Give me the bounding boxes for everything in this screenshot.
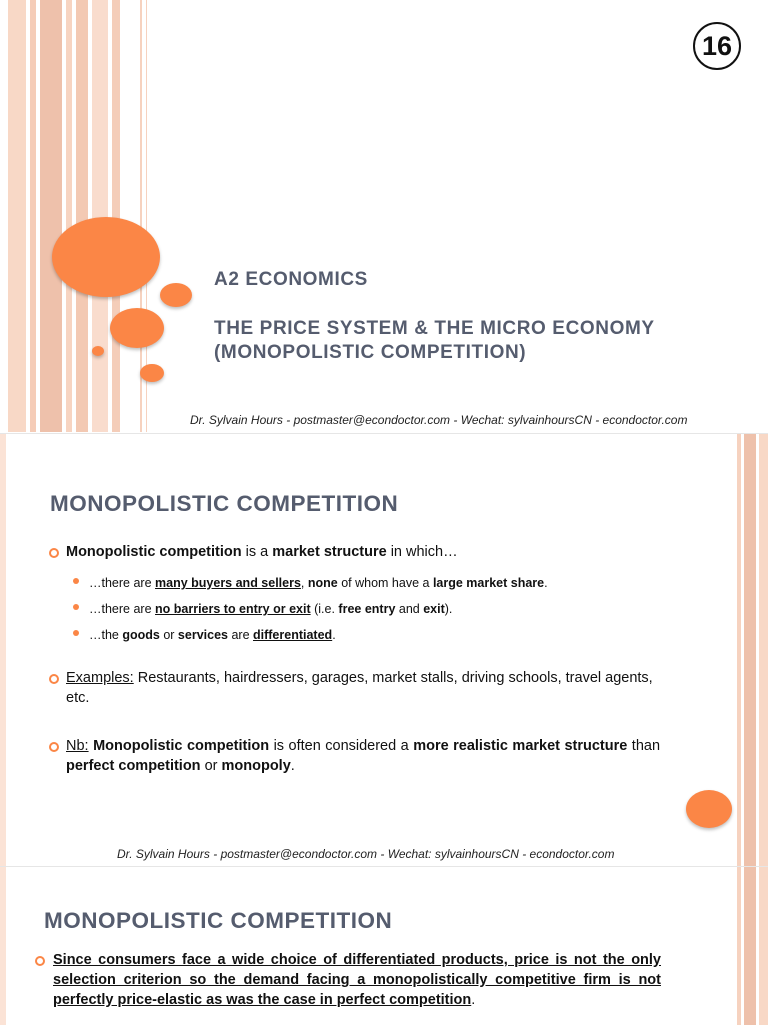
decor-circle [160,283,192,307]
decor-stripe [76,0,88,432]
slide-title-line1: THE PRICE SYSTEM & THE MICRO ECONOMY [214,318,655,339]
bullet-ring-icon [35,956,45,966]
examples-text: Examples: Restaurants, hairdressers, garages, market stalls, driving schools, travel agents, etc. [66,670,653,706]
decor-stripe [744,867,756,1025]
nb-text: Nb: Monopolistic competition is often considered a more realistic market structure than perfect competition or monopoly. [66,738,661,774]
decor-circle [52,217,160,297]
decor-stripe [0,434,6,866]
title-slide [0,0,768,432]
sub-bullet-differentiated: …the goods or services are differentiated. [89,628,336,642]
title-block [214,268,655,365]
sub-bullet-buyers-sellers: …there are many buyers and sellers, none of whom have a large market share. [89,576,548,590]
slide-title-line2: (MONOPOLISTIC COMPETITION) [214,342,527,363]
bullet-dot-icon [73,630,79,636]
decor-stripe [112,0,120,432]
decor-circle [686,790,732,828]
bullet-ring-icon [49,742,59,752]
content-slide-partial [0,866,768,1025]
slide-heading: MONOPOLISTIC COMPETITION [50,491,399,516]
demand-paragraph: Since consumers face a wide choice of differentiated products, price is not the only selection criterion so the demand facing a monopolistically competitive firm is not perfectly price-elastic as was the case in perfect competition. [53,952,661,1008]
decor-stripe [8,0,26,432]
definition-text: Monopolistic competition is a market structure in which… [66,544,458,560]
bullet-dot-icon [73,578,79,584]
decor-stripe [66,0,72,432]
footer-credit: Dr. Sylvain Hours - postmaster@econdoctor.com - Wechat: sylvainhoursCN - econdoctor.com [190,413,688,427]
decor-stripe [92,0,108,432]
decor-circle [110,308,164,348]
decor-stripe [759,434,768,866]
decor-stripe [744,434,756,866]
footer-credit: Dr. Sylvain Hours - postmaster@econdoctor.com - Wechat: sylvainhoursCN - econdoctor.com [117,847,615,861]
decor-stripe [0,867,6,1025]
slide-number-badge: 16 [693,22,741,70]
bullet-ring-icon [49,548,59,558]
decor-stripe [737,434,741,866]
decor-stripe [759,867,768,1025]
content-slide [0,433,768,866]
decor-circle [92,346,104,356]
sub-bullet-barriers: …there are no barriers to entry or exit (i.e. free entry and exit). [89,602,453,616]
decor-stripe [30,0,36,432]
decor-stripe [737,867,741,1025]
decor-stripe [40,0,62,432]
bullet-dot-icon [73,604,79,610]
bullet-ring-icon [49,674,59,684]
course-title: A2 ECONOMICS [214,269,368,290]
decor-circle [140,364,164,382]
slide-heading: MONOPOLISTIC COMPETITION [44,908,393,933]
